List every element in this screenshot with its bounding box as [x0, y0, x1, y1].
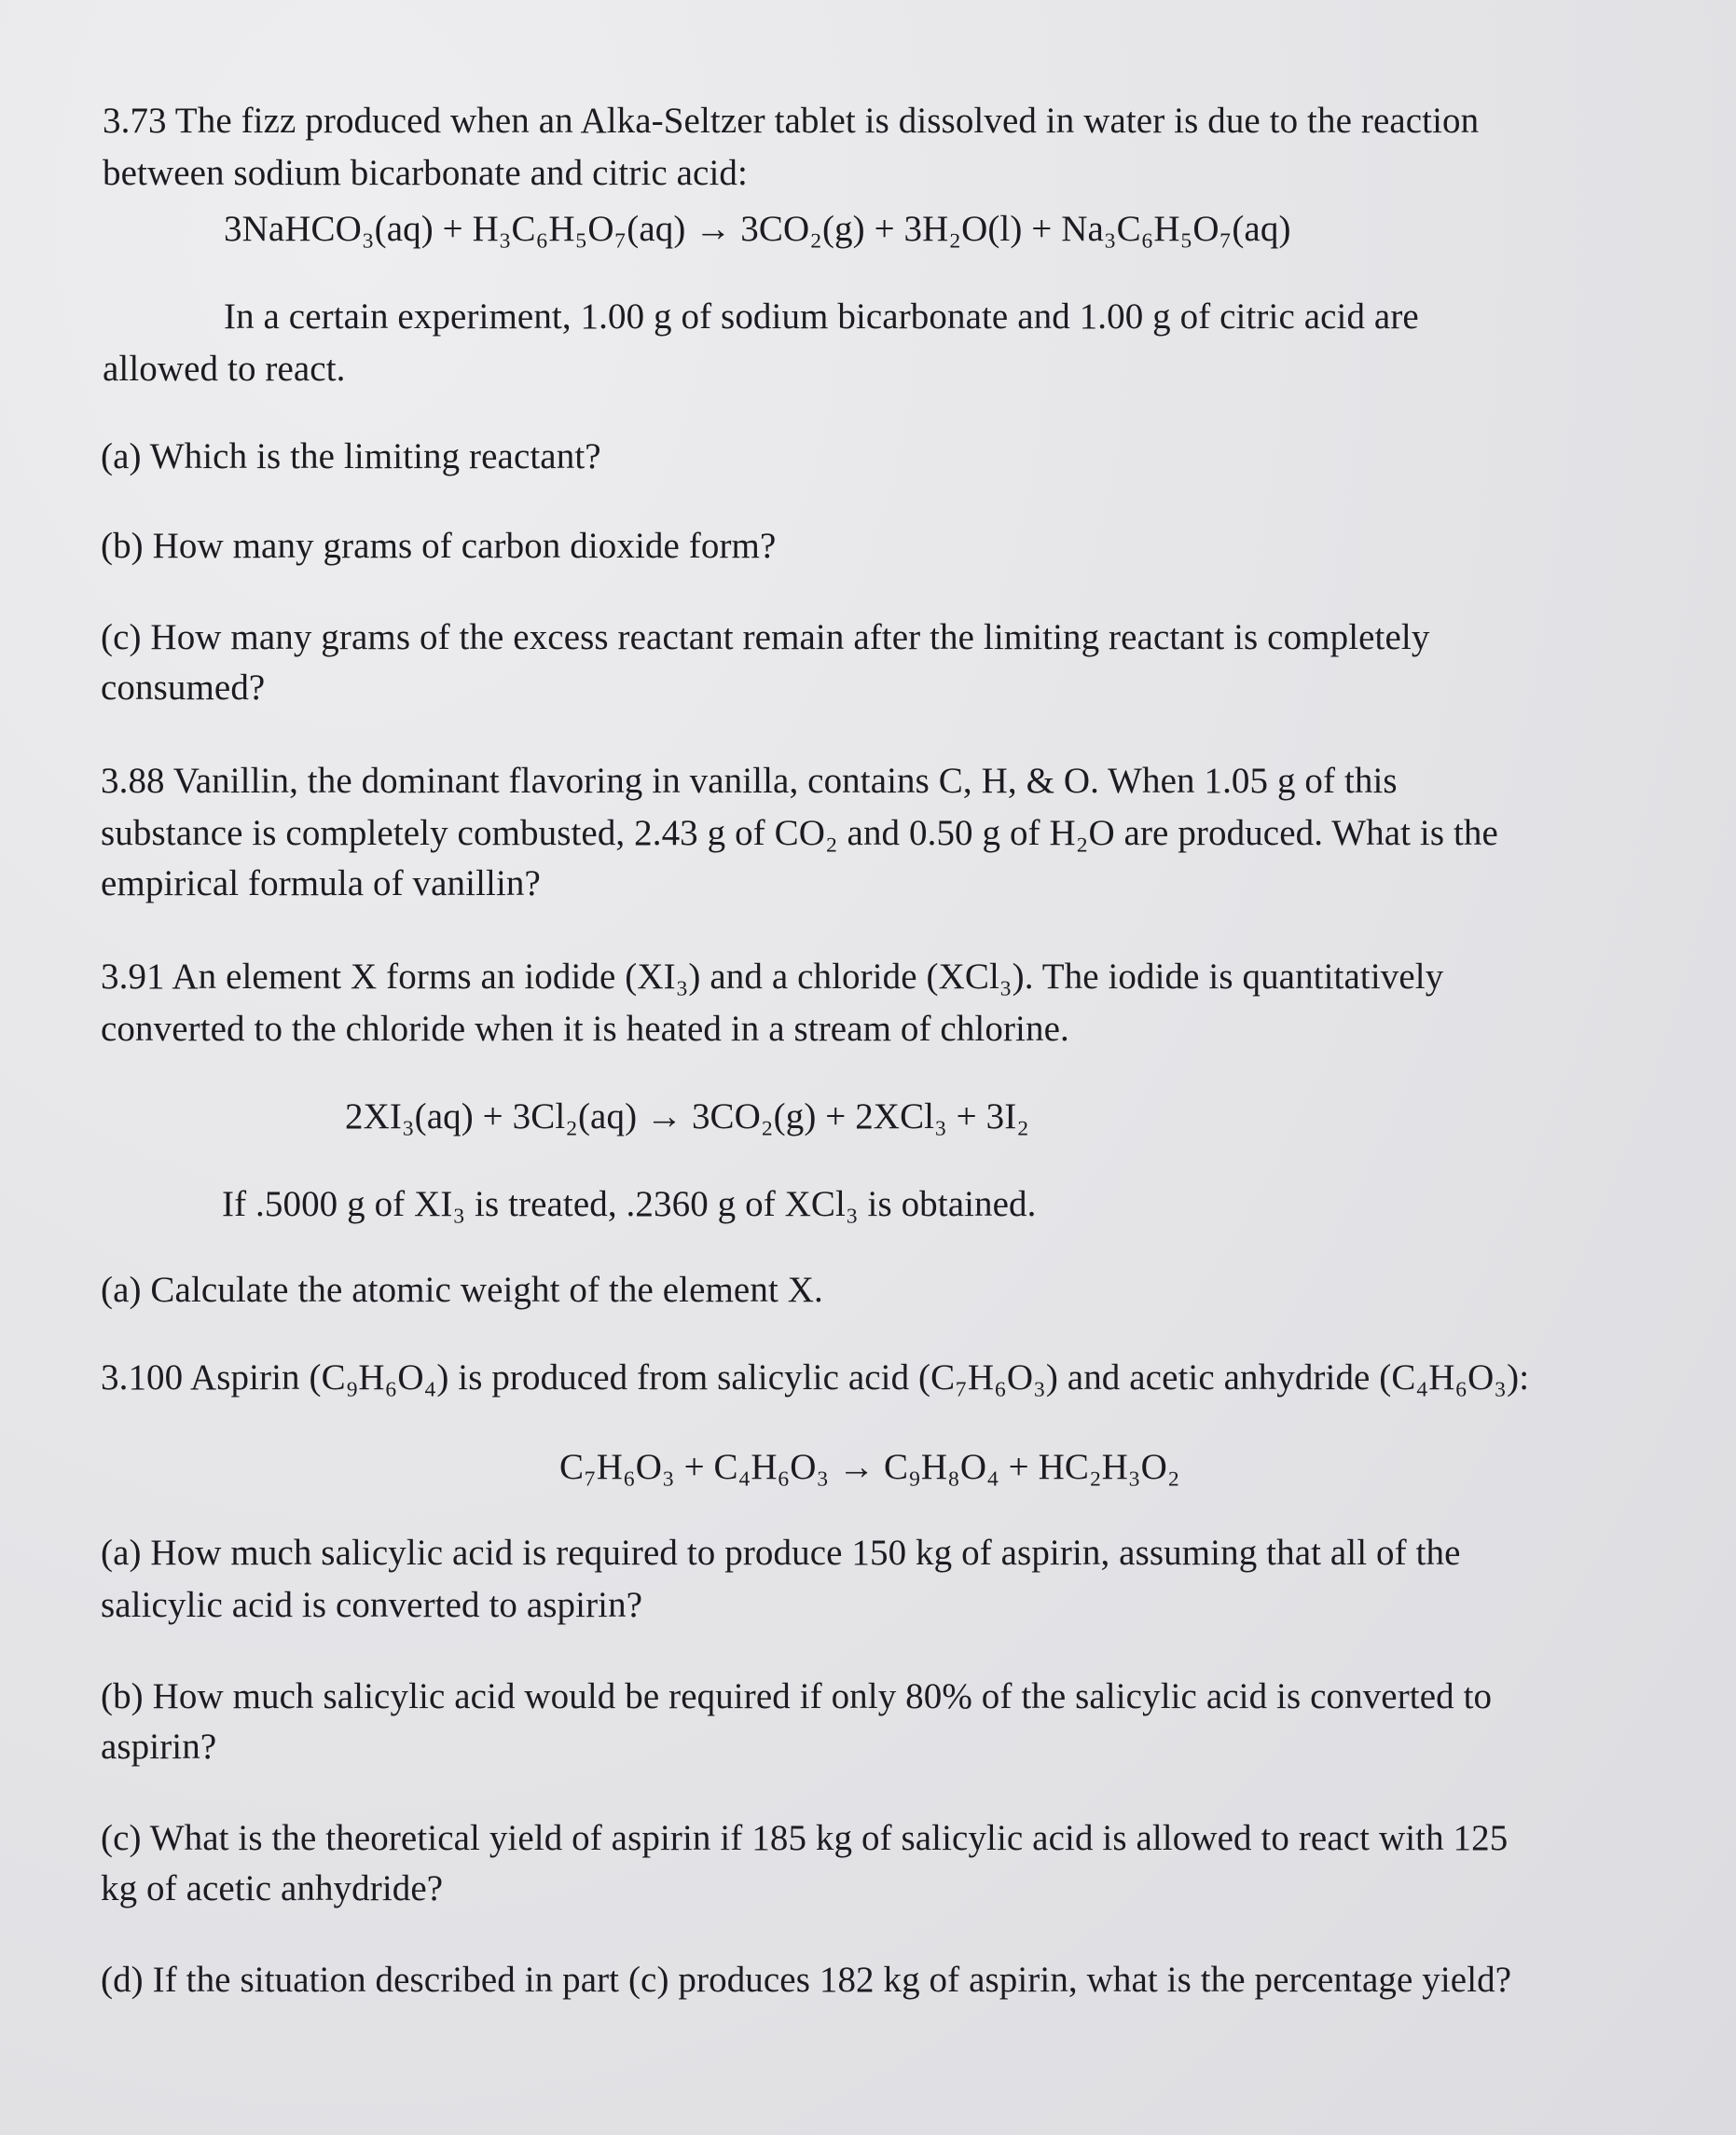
problem-3-100-part-c-line1: (c) What is the theoretical yield of aspirin if 185 kg of salicylic acid is allowed to react with 125	[101, 1818, 1509, 1858]
problem-3-73-part-c-line2: consumed?	[101, 668, 266, 708]
problem-3-73-part-b: (b) How many grams of carbon dioxide form?	[101, 526, 777, 566]
problem-3-100-part-a-line2: salicylic acid is converted to aspirin?	[101, 1585, 643, 1625]
problem-3-91-given: If .5000 g of XI₃ is treated, .2360 g of XCl₃ is obtained.	[222, 1184, 1037, 1224]
problem-3-73-intro-line1: 3.73 The fizz produced when an Alka-Seltzer tablet is dissolved in water is due to the reaction	[103, 101, 1480, 141]
problem-3-73-context-line1: In a certain experiment, 1.00 g of sodium bicarbonate and 1.00 g of citric acid are	[224, 296, 1419, 337]
problem-3-100-part-d: (d) If the situation described in part (c) produces 182 kg of aspirin, what is the percentage yield?	[101, 1960, 1512, 2000]
problem-3-91-part-a: (a) Calculate the atomic weight of the element X.	[101, 1270, 823, 1310]
problem-3-91-line2: converted to the chloride when it is heated in a stream of chlorine.	[101, 1009, 1069, 1049]
problem-3-91-equation: 2XI₃(aq) + 3Cl₂(aq) → 3CO₂(g) + 2XCl₃ + 3I₂	[345, 1096, 1029, 1136]
problem-3-88-line2: substance is completely combusted, 2.43 g of CO₂ and 0.50 g of H₂O are produced. What is the	[101, 813, 1498, 853]
problem-3-100-part-c-line2: kg of acetic anhydride?	[101, 1868, 444, 1908]
problem-3-73-part-a: (a) Which is the limiting reactant?	[101, 436, 601, 476]
problem-3-73-equation: 3NaHCO₃(aq) + H₃C₆H₅O₇(aq) → 3CO₂(g) + 3H₂O(l) + Na₃C₆H₅O₇(aq)	[224, 209, 1291, 249]
problem-3-88-line1: 3.88 Vanillin, the dominant flavoring in vanilla, contains C, H, & O. When 1.05 g of this	[101, 761, 1398, 801]
problem-3-100-part-a-line1: (a) How much salicylic acid is required to produce 150 kg of aspirin, assuming that all of the	[101, 1533, 1461, 1573]
problem-3-73-context-line2: allowed to react.	[103, 349, 346, 389]
problem-3-73-part-c-line1: (c) How many grams of the excess reactant remain after the limiting reactant is completely	[101, 617, 1430, 657]
problem-3-91-line1: 3.91 An element X forms an iodide (XI₃) and a chloride (XCl₃). The iodide is quantitatively	[101, 957, 1444, 997]
problem-3-100-equation: C₇H₆O₃ + C₄H₆O₃ → C₉H₈O₄ + HC₂H₃O₂	[559, 1447, 1180, 1487]
problem-3-100-part-b-line2: aspirin?	[101, 1727, 217, 1767]
problem-3-100-intro: 3.100 Aspirin (C₉H₆O₄) is produced from salicylic acid (C₇H₆O₃) and acetic anhydride (C₄H₆O₃):	[101, 1357, 1530, 1398]
problem-3-88-line3: empirical formula of vanillin?	[101, 863, 541, 903]
problem-3-100-part-b-line1: (b) How much salicylic acid would be required if only 80% of the salicylic acid is converted to	[101, 1676, 1493, 1716]
problem-3-73-intro-line2: between sodium bicarbonate and citric acid:	[103, 153, 748, 193]
